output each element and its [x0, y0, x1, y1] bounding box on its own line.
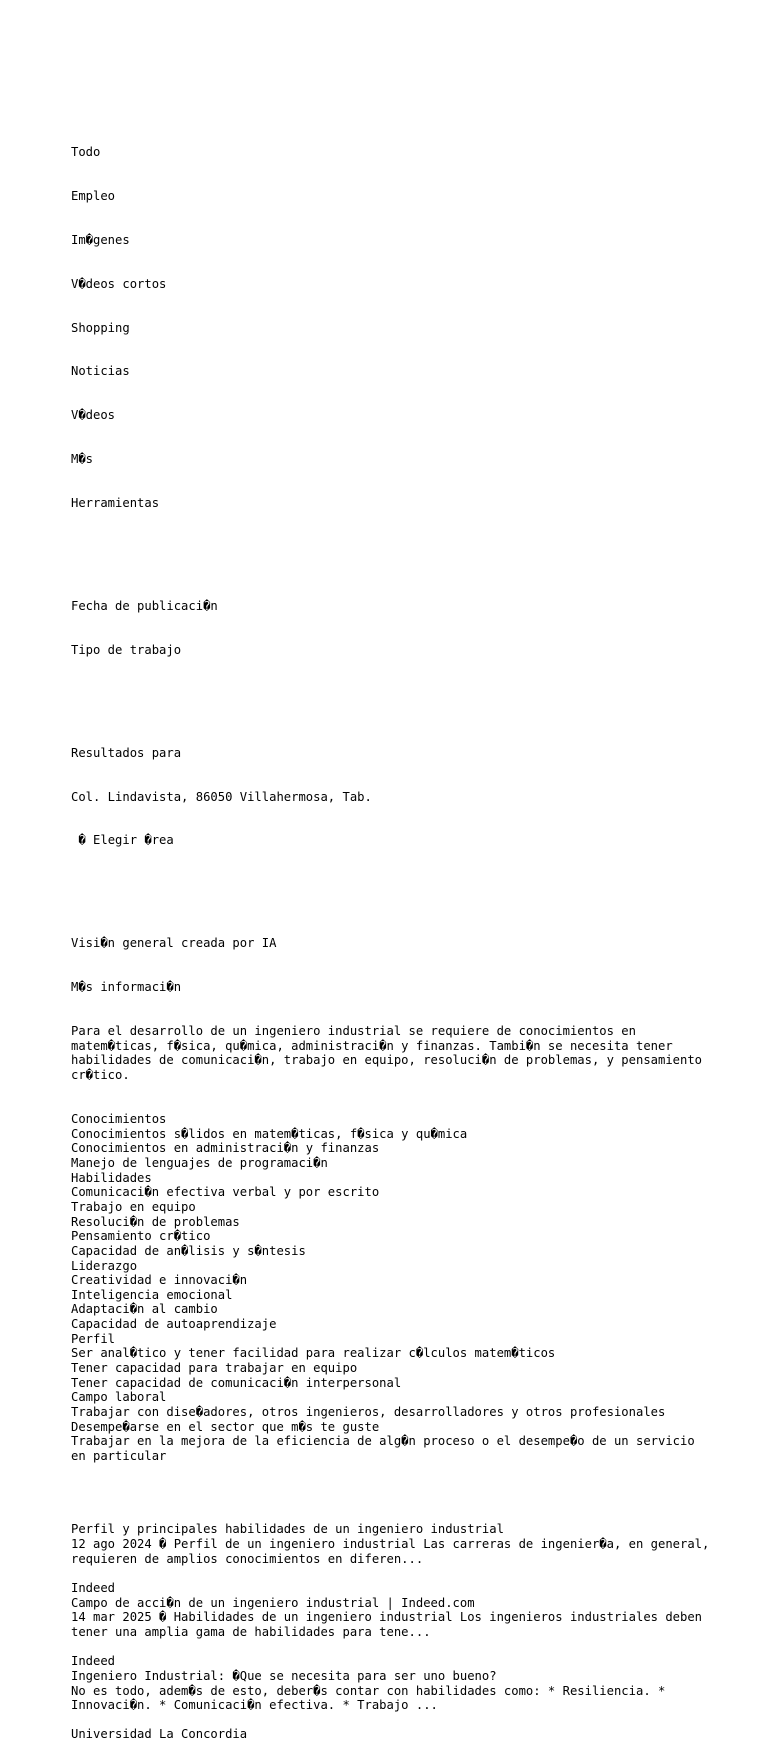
ai-section-item: Trabajar en la mejora de la eficiencia de alg�n proceso o el desempe�o de un servicio en particular: [71, 1434, 703, 1464]
ai-section-heading: Perfil: [71, 1331, 116, 1346]
tools-button[interactable]: Herramientas: [71, 496, 160, 511]
ai-section-item: Creatividad e innovaci�n: [71, 1273, 248, 1288]
ai-section-item: Tener capacidad de comunicaci�n interpersonal: [71, 1375, 402, 1390]
ai-overview: [71, 907, 711, 1493]
ai-section-item: Adaptaci�n al cambio: [71, 1302, 218, 1317]
ai-section-heading: Conocimientos: [71, 1111, 167, 1126]
ai-section-habilidades: [71, 1171, 711, 1332]
results-location-header: [71, 716, 711, 877]
tab-imagenes[interactable]: Im�genes: [71, 232, 130, 247]
ai-section-item: Resoluci�n de problemas: [71, 1214, 240, 1229]
choose-area-button[interactable]: � Elegir �rea: [71, 833, 174, 848]
ai-section-item: Pensamiento cr�tico: [71, 1229, 211, 1244]
ai-section-item: Manejo de lenguajes de programaci�n: [71, 1155, 328, 1170]
tab-empleo[interactable]: Empleo: [71, 188, 116, 203]
ai-section-item: Capacidad de autoaprendizaje: [71, 1317, 277, 1332]
blank-line: [71, 1566, 711, 1581]
ai-section-item: Liderazgo: [71, 1258, 138, 1273]
search-result-snippet: No es todo, adem�s de esto, deber�s contar con habilidades como: * Resiliencia. * Innovaci�n. * Comunicaci�n efectiva. * Trabajo ...: [71, 1683, 673, 1713]
results-label: Resultados para: [71, 745, 182, 760]
search-result-title-link[interactable]: Campo de acci�n de un ingeniero industrial | Indeed.com: [71, 1595, 475, 1610]
search-result-title-link[interactable]: Ingeniero Industrial: �Que se necesita para ser uno bueno?: [71, 1668, 497, 1683]
ai-section-item: Capacidad de an�lisis y s�ntesis: [71, 1243, 306, 1258]
search-result: [71, 1669, 711, 1742]
ai-section-perfil: [71, 1332, 711, 1391]
job-type-filter[interactable]: Tipo de trabajo: [71, 642, 182, 657]
ai-section-item: Trabajo en equipo: [71, 1199, 196, 1214]
search-filters: [71, 570, 711, 687]
ai-overview-title: Visi�n general creada por IA: [71, 936, 277, 951]
search-result-source[interactable]: Indeed: [71, 1580, 116, 1595]
search-result-snippet: 12 ago 2024 � Perfil de un ingeniero industrial Las carreras de ingenier�a, en general, requieren de amplios conocimientos en diferen...: [71, 1536, 717, 1566]
search-nav-tabs: [71, 115, 711, 540]
tab-todo[interactable]: Todo: [71, 144, 101, 159]
tab-shopping[interactable]: Shopping: [71, 320, 130, 335]
ai-section-conocimientos: [71, 1112, 711, 1171]
search-result-title-link[interactable]: Perfil y principales habilidades de un ingeniero industrial: [71, 1522, 504, 1537]
ai-section-heading: Campo laboral: [71, 1390, 167, 1405]
blank-line: [71, 1713, 711, 1728]
ai-section-campo-laboral: [71, 1390, 711, 1463]
ai-section-heading: Habilidades: [71, 1170, 152, 1185]
blank-line: [71, 1640, 711, 1655]
tab-noticias[interactable]: Noticias: [71, 364, 130, 379]
ai-section-item: Trabajar con dise�adores, otros ingenieros, desarrolladores y otros profesionales: [71, 1405, 666, 1420]
results-location[interactable]: Col. Lindavista, 86050 Villahermosa, Tab.: [71, 789, 372, 804]
tab-videos[interactable]: V�deos: [71, 408, 116, 423]
ai-section-item: Inteligencia emocional: [71, 1287, 233, 1302]
tab-videos-cortos[interactable]: V�deos cortos: [71, 276, 167, 291]
ai-overview-more-info[interactable]: M�s informaci�n: [71, 980, 182, 995]
ai-section-item: Desempe�arse en el sector que m�s te guste: [71, 1419, 380, 1434]
search-result-source[interactable]: Indeed: [71, 1654, 116, 1669]
ai-section-item: Tener capacidad para trabajar en equipo: [71, 1361, 358, 1376]
search-result: [71, 1522, 717, 1595]
date-filter[interactable]: Fecha de publicaci�n: [71, 598, 218, 613]
search-results-text-document: [71, 86, 717, 1757]
ai-section-item: Ser anal�tico y tener facilidad para realizar c�lculos matem�ticos: [71, 1346, 556, 1361]
ai-overview-sections: [71, 1112, 711, 1464]
search-result-snippet: 14 mar 2025 � Habilidades de un ingeniero industrial Los ingenieros industriales deben tener una amplia gama de habilidades para tene...: [71, 1610, 710, 1639]
tab-mas[interactable]: M�s: [71, 452, 94, 467]
search-result: [71, 1596, 711, 1669]
ai-section-item: Conocimientos s�lidos en matem�ticas, f�sica y qu�mica: [71, 1126, 468, 1141]
search-result-source[interactable]: Universidad La Concordia: [71, 1727, 248, 1742]
search-results-list: [71, 1522, 717, 1742]
ai-overview-summary: Para el desarrollo de un ingeniero industrial se requiere de conocimientos en matem�ticas, f�sica, qu�mica, administraci�n y finanzas. Tambi�n se necesita tener habilidades de comunicaci�n, trabajo en equipo, resoluci�n de problemas, y pensamiento cr�tico.: [71, 1024, 710, 1082]
ai-section-item: Conocimientos en administraci�n y finanzas: [71, 1141, 380, 1156]
ai-section-item: Comunicaci�n efectiva verbal y por escrito: [71, 1185, 380, 1200]
